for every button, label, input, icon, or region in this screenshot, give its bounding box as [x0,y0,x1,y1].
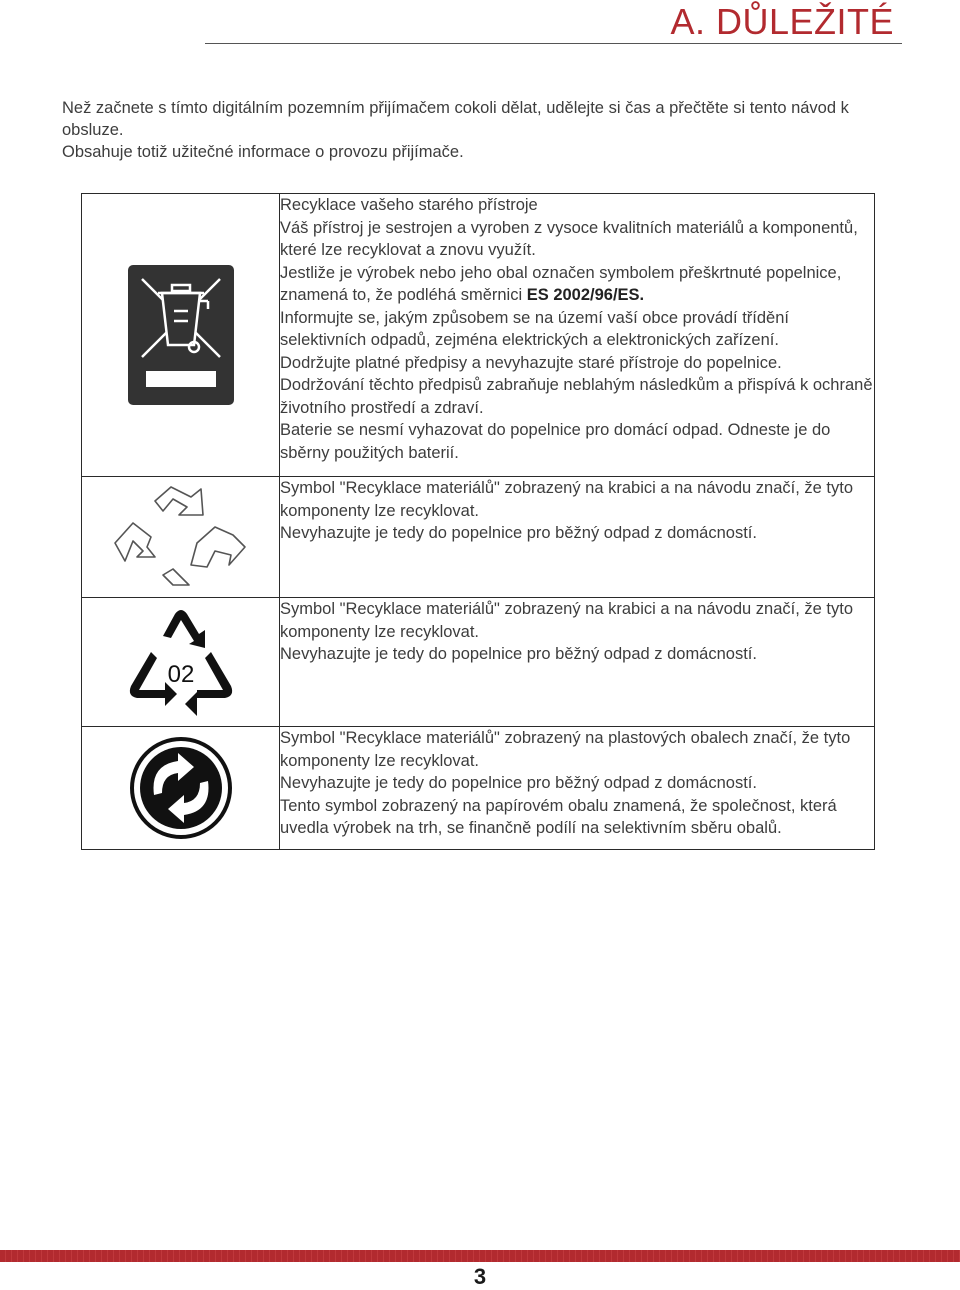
weee-paragraph-2-text: Jestliže je výrobek nebo jeho obal označen symbolem přeškrtnuté popelnice, znamená to, že podléhá směrnici [280,263,842,304]
intro-line-2: Obsahuje totiž užitečné informace o provozu přijímače. [62,143,464,161]
table-row-plastic [82,598,875,727]
page-number: 3 [473,1264,487,1289]
green-dot-paragraph-2: Nevyhazujte je tedy do popelnice pro běžný odpad z domácností. [280,774,757,792]
green-dot-paragraph-3: Tento symbol zobrazený na papírovém obalu znamená, že společnost, která uvedla výrobek na trh, se finančně podílí na selektivním sběru obalů. [280,796,837,837]
text-cell-plastic [280,598,875,727]
icon-cell-weee [82,194,280,477]
recycle-paragraph-2: Nevyhazujte je tedy do popelnice pro běžný odpad z domácností. [280,524,757,542]
table-row-weee [82,194,875,477]
plastic-recycling-02-icon [123,606,239,718]
page-title: A. DŮLEŽITÉ [670,1,894,42]
weee-paragraph-3: Informujte se, jakým způsobem se na území vaší obce provádí třídění selektivních odpadů, zejména elektrických a elektronických zařízení. [280,308,789,349]
title-divider [205,43,902,44]
recycle-arrows-icon [111,485,251,589]
weee-paragraph-4: Dodržujte platné předpisy a nevyhazujte staré přístroje do popelnice. [280,353,782,372]
text-cell-green-dot [280,727,875,850]
icon-cell-green-dot [82,727,280,850]
green-dot-icon [128,735,234,841]
green-dot-paragraph-1: Symbol "Recyklace materiálů" zobrazený na plastových obalech značí, že tyto komponenty lze recyklovat. [280,729,851,770]
intro-line-1: Než začnete s tímto digitálním pozemním přijímačem cokoli dělat, udělejte si čas a přečtěte si tento návod k obsluze. [62,99,849,139]
directive-reference: ES 2002/96/ES. [526,286,645,304]
weee-paragraph-1: Váš přístroj je sestrojen a vyroben z vysoce kvalitních materiálů a komponentů, které lze recyklovat a znovu využít. [280,218,858,259]
table-row-recycle [82,477,875,598]
text-cell-weee [280,194,875,477]
weee-paragraph-6: Baterie se nesmí vyhazovat do popelnice pro domácí odpad. Odneste je do sběrny použitých baterií. [280,421,831,462]
icon-cell-recycle [82,477,280,598]
plastic-paragraph-2: Nevyhazujte je tedy do popelnice pro běžný odpad z domácností. [280,645,757,663]
weee-paragraph-5: Dodržování těchto předpisů zabraňuje neblahým následkům a přispívá k ochraně životního prostředí a zdraví. [280,376,873,417]
recycle-paragraph-1: Symbol "Recyklace materiálů" zobrazený na krabici a na návodu značí, že tyto komponenty lze recyklovat. [280,479,853,520]
footer-bar [0,1250,960,1262]
plastic-code-label: 02 [167,661,194,688]
icon-cell-plastic [82,598,280,727]
plastic-paragraph-1: Symbol "Recyklace materiálů" zobrazený na krabici a na návodu značí, že tyto komponenty lze recyklovat. [280,600,853,641]
text-cell-recycle [280,477,875,598]
recycling-table [81,193,875,850]
table-row-green-dot [82,727,875,850]
intro-text [62,97,882,163]
weee-heading: Recyklace vašeho starého přístroje [280,196,538,214]
weee-paragraph-2 [280,262,874,307]
crossed-out-wheelie-bin-icon [128,265,234,405]
